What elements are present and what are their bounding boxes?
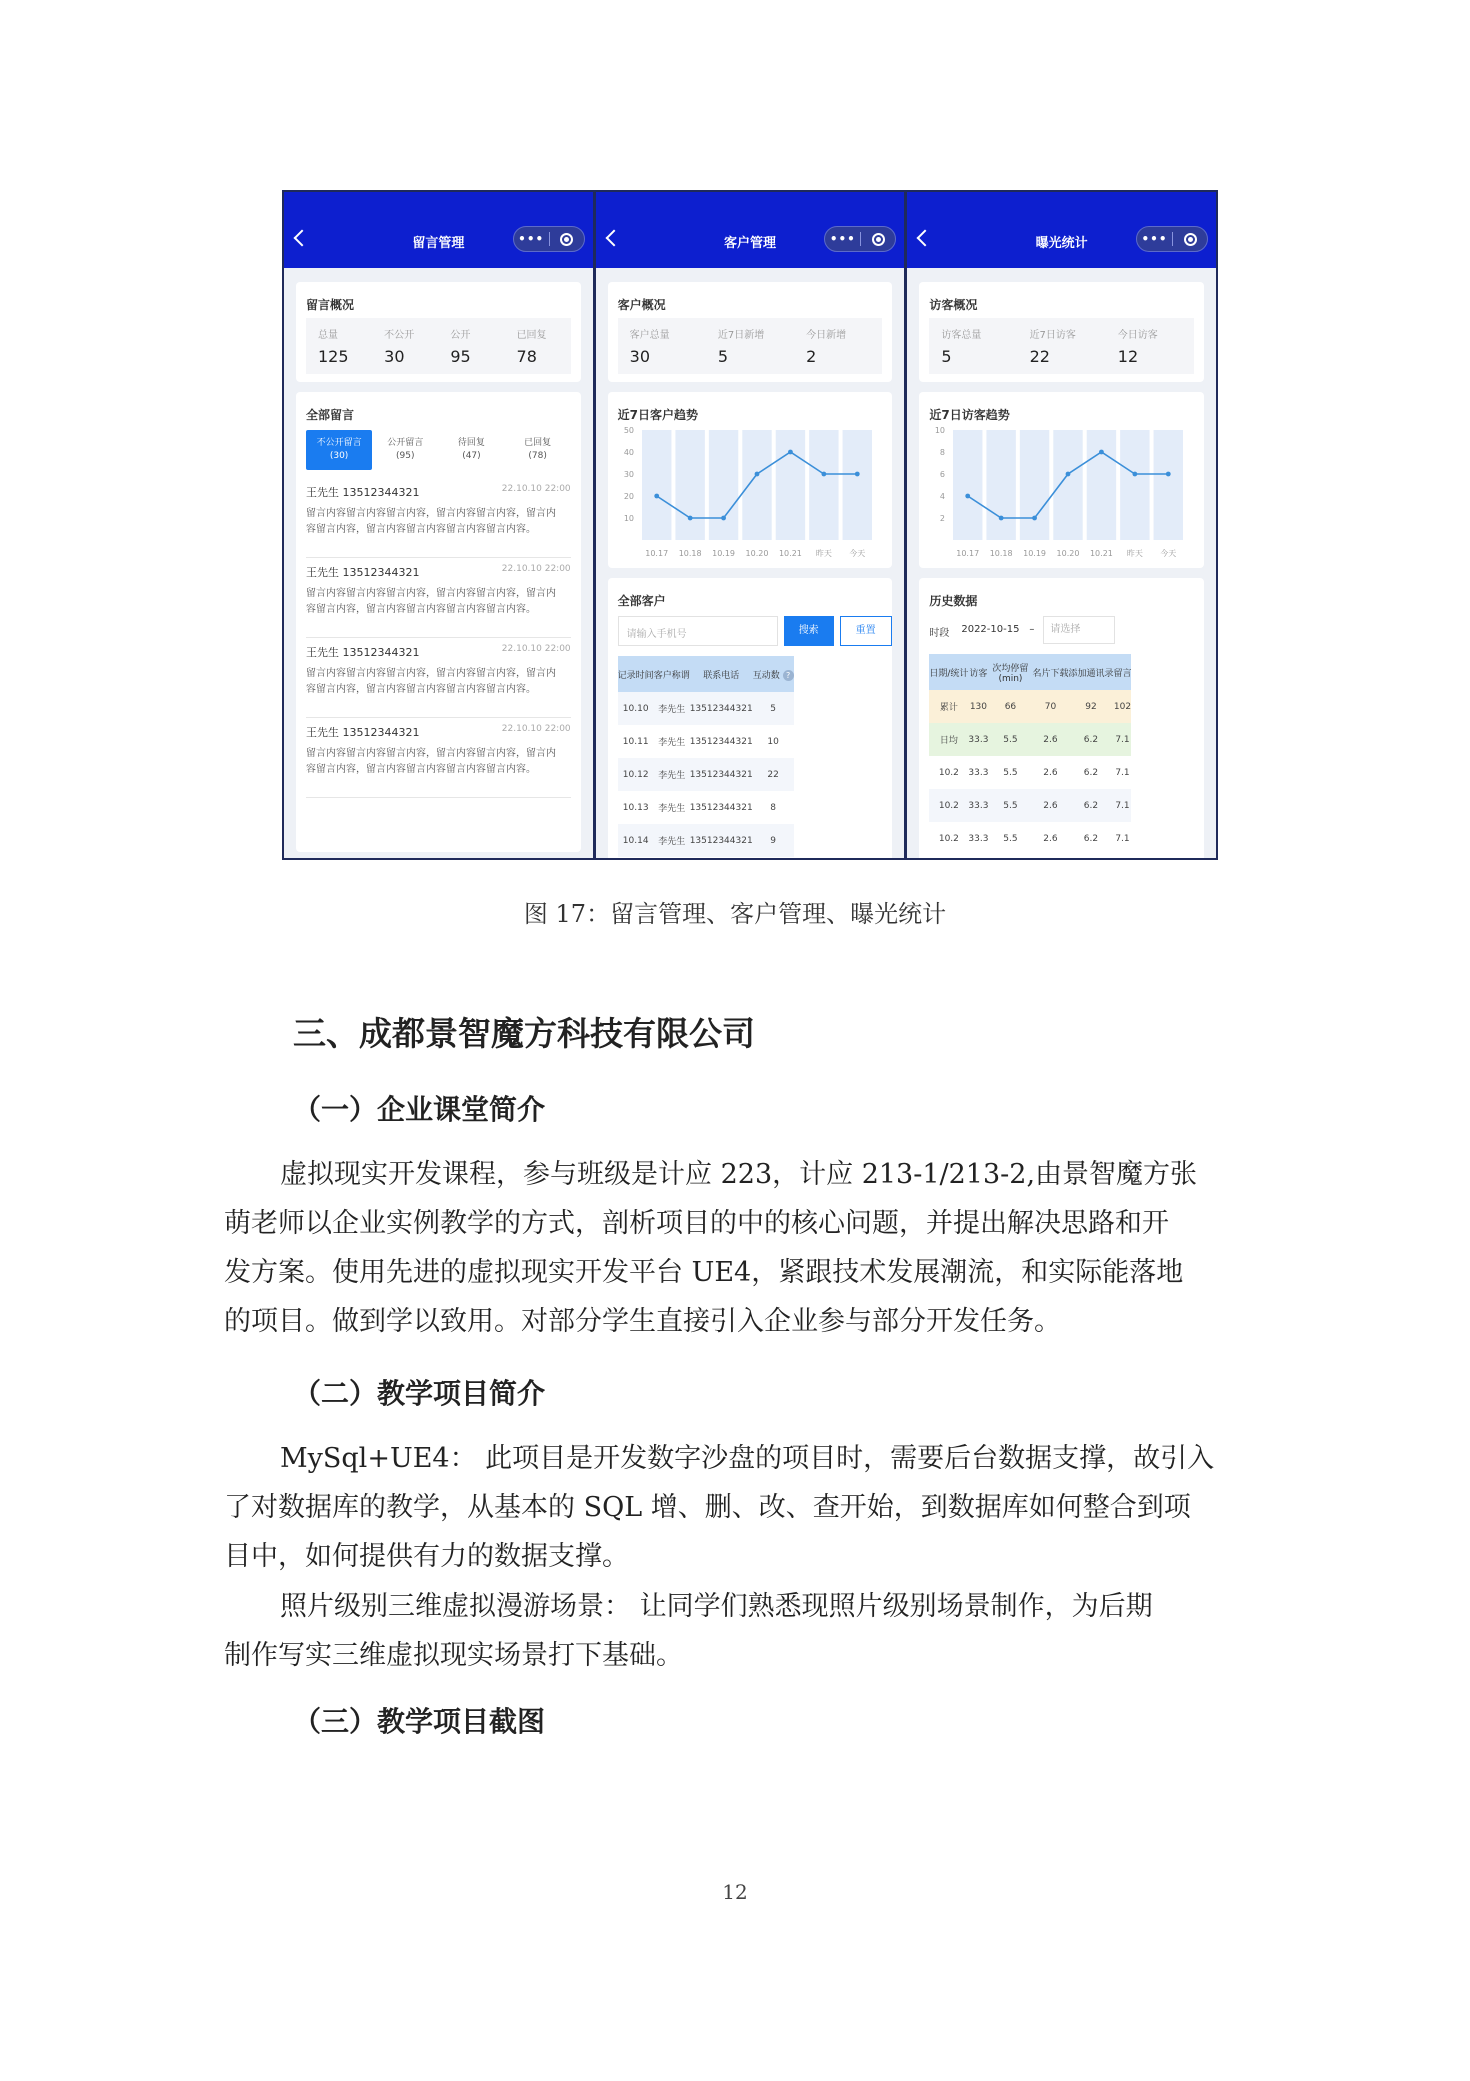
message-sender: 王先生 13512344321 bbox=[306, 726, 420, 739]
paragraph-line: MySql+UE4： 此项目是开发数字沙盘的项目时，需要后台数据支撑，故引入 bbox=[280, 1443, 1215, 1474]
table-cell: 5.5 bbox=[1003, 833, 1018, 844]
x-tick-label: 10.17 bbox=[644, 549, 668, 558]
chart-column-bg bbox=[1054, 430, 1083, 540]
message-line: 容留言内容，留言内容留言内容留言内容留言内容。 bbox=[306, 764, 536, 775]
nav-bar bbox=[284, 192, 593, 268]
message-item[interactable] bbox=[306, 640, 571, 718]
stat-value: 12 bbox=[1117, 347, 1139, 366]
table-header-row bbox=[618, 656, 794, 692]
figure-caption: 图 17：留言管理、客户管理、曝光统计 bbox=[523, 900, 947, 928]
table-cell: 10.10 bbox=[618, 692, 654, 725]
data-point bbox=[1166, 472, 1171, 477]
table-cell: 李先生 bbox=[654, 758, 690, 791]
table-cell: 70 bbox=[1032, 690, 1068, 723]
search-row bbox=[618, 616, 883, 646]
stats-row bbox=[618, 318, 883, 374]
figure-screenshots bbox=[282, 190, 1218, 860]
message-sender: 王先生 13512344321 bbox=[306, 566, 420, 579]
history-table bbox=[929, 654, 1131, 855]
table-cell: 5.5 bbox=[1003, 767, 1018, 778]
table-cell: 2.6 bbox=[1032, 789, 1068, 822]
chart-column-bg bbox=[709, 430, 738, 540]
data-point bbox=[821, 472, 826, 477]
table-row[interactable] bbox=[618, 692, 794, 725]
table-row-total bbox=[929, 690, 1131, 723]
tab-pending[interactable] bbox=[438, 430, 504, 470]
page-number: 12 bbox=[722, 1880, 748, 1904]
chart-column-bg bbox=[675, 430, 704, 540]
stat-total bbox=[618, 318, 706, 374]
stat-label: 公开 bbox=[450, 330, 471, 341]
stat-value: 125 bbox=[318, 347, 349, 366]
message-time: 22.10.10 22:00 bbox=[501, 724, 571, 734]
trend-card bbox=[608, 392, 893, 568]
overview-card bbox=[608, 282, 893, 382]
x-tick-label: 10.19 bbox=[711, 549, 735, 558]
x-tick-label: 今天 bbox=[848, 549, 865, 558]
table-cell: 5 bbox=[753, 692, 794, 725]
message-line: 留言内容留言内容留言内容，留言内容留言内容，留言内 bbox=[306, 588, 556, 599]
column-header: 记录时间 bbox=[618, 656, 654, 692]
x-tick-label: 10.19 bbox=[1023, 549, 1047, 558]
date-from-picker[interactable]: 2022-10-15 bbox=[961, 624, 1020, 635]
stat-label: 客户总量 bbox=[629, 330, 670, 341]
table-cell: 6.2 bbox=[1068, 723, 1113, 756]
message-sender: 王先生 13512344321 bbox=[306, 486, 420, 499]
table-cell: 102 bbox=[1113, 690, 1131, 723]
column-header: 留言 bbox=[1113, 654, 1131, 690]
customer-list-card bbox=[608, 578, 893, 858]
tab-label: 待回复 bbox=[457, 438, 485, 448]
reset-button[interactable]: 重置 bbox=[840, 616, 892, 646]
stat-label: 访客总量 bbox=[941, 330, 982, 341]
chart-column-bg bbox=[1020, 430, 1049, 540]
table-cell: 8 bbox=[770, 802, 777, 813]
more-icon[interactable]: ••• bbox=[518, 232, 545, 246]
stat-label: 不公开 bbox=[384, 330, 415, 341]
table-cell: 33.3 bbox=[968, 789, 988, 822]
table-row[interactable] bbox=[618, 725, 794, 758]
data-point bbox=[1066, 472, 1071, 477]
chart-column-bg bbox=[953, 430, 982, 540]
message-item[interactable] bbox=[306, 480, 571, 558]
paragraph-line: 照片级别三维虚拟漫游场景： 让同学们熟悉现照片级别场景制作，为后期 bbox=[280, 1591, 1153, 1622]
stat-label: 今日访客 bbox=[1117, 330, 1158, 341]
chart-column-bg bbox=[842, 430, 871, 540]
x-tick-label: 10.21 bbox=[1090, 549, 1114, 558]
paragraph bbox=[224, 1582, 1252, 1680]
message-line: 容留言内容，留言内容留言内容留言内容留言内容。 bbox=[306, 684, 536, 695]
tab-replied[interactable] bbox=[505, 430, 571, 470]
message-body bbox=[306, 746, 556, 778]
chart-column-bg bbox=[809, 430, 838, 540]
overview-card bbox=[296, 282, 581, 382]
stat-total bbox=[306, 318, 372, 374]
phone-exposure bbox=[907, 192, 1216, 858]
table-cell: 13512344321 bbox=[689, 802, 753, 813]
tab-label: 不公开留言 bbox=[316, 438, 362, 448]
table-cell: 10.2 bbox=[938, 767, 959, 778]
paragraph-line: 发方案。使用先进的虚拟现实开发平台 UE4，紧跟技术发展潮流，和实际能落地 bbox=[224, 1257, 1184, 1288]
table-cell: 6.2 bbox=[1083, 833, 1099, 844]
tab-public[interactable] bbox=[372, 430, 438, 470]
table-cell: 33.3 bbox=[968, 833, 989, 844]
more-icon[interactable]: ••• bbox=[1141, 232, 1168, 246]
chart-column-bg bbox=[642, 430, 671, 540]
x-tick-label: 10.18 bbox=[678, 549, 702, 558]
phone-messages bbox=[284, 192, 593, 858]
card-title: 全部客户 bbox=[617, 594, 666, 608]
chart-column-bg bbox=[742, 430, 771, 540]
more-icon[interactable]: ••• bbox=[829, 232, 856, 246]
y-tick-label: 4 bbox=[940, 492, 946, 501]
column-header: 次均停留(min) bbox=[988, 654, 1032, 690]
message-time: 22.10.10 22:00 bbox=[501, 484, 571, 494]
message-tabs bbox=[306, 430, 571, 470]
table-cell: 累计 bbox=[929, 690, 968, 723]
table-cell: 13512344321 bbox=[690, 758, 753, 791]
table-cell: 10.14 bbox=[618, 824, 654, 857]
y-tick-label: 8 bbox=[940, 448, 946, 457]
x-tick-label: 10.20 bbox=[745, 549, 769, 558]
message-body bbox=[306, 586, 556, 618]
paragraph-line: 目中，如何提供有力的数据支撑。 bbox=[224, 1541, 629, 1572]
date-separator: – bbox=[1029, 624, 1035, 635]
stat-week-visitors bbox=[1018, 318, 1106, 374]
message-item[interactable] bbox=[306, 560, 571, 638]
stat-value: 95 bbox=[450, 347, 471, 366]
mini-program-capsule bbox=[1136, 226, 1208, 252]
x-tick-label: 昨天 bbox=[1127, 549, 1144, 558]
table-cell: 22 bbox=[753, 758, 794, 791]
data-point bbox=[966, 494, 971, 499]
stat-value: 30 bbox=[629, 347, 651, 366]
table-cell: 10.2 bbox=[929, 789, 968, 822]
card-title: 客户概况 bbox=[617, 298, 666, 312]
table-row-average bbox=[929, 723, 1131, 756]
chart-column-bg bbox=[1087, 430, 1116, 540]
table-cell: 6.2 bbox=[1083, 767, 1099, 778]
table-cell: 李先生 bbox=[654, 824, 690, 857]
table-cell: 10.12 bbox=[618, 758, 654, 791]
tab-label: 公开留言 bbox=[387, 438, 424, 448]
stats-row bbox=[929, 318, 1194, 374]
data-point bbox=[687, 516, 692, 521]
table-cell: 10.2 bbox=[938, 833, 959, 844]
stat-today-visitors bbox=[1106, 318, 1194, 374]
chart-column-bg bbox=[775, 430, 804, 540]
paragraph-line: 萌老师以企业实例教学的方式，剖析项目的中的核心问题，并提出解决思路和开 bbox=[224, 1208, 1169, 1239]
y-tick-label: 6 bbox=[940, 470, 946, 479]
table-cell: 13512344321 bbox=[690, 824, 753, 857]
message-time: 22.10.10 22:00 bbox=[501, 644, 571, 654]
phone-customers bbox=[596, 192, 905, 858]
data-point bbox=[654, 494, 659, 499]
table-cell: 7.1 bbox=[1115, 833, 1130, 844]
message-item[interactable] bbox=[306, 720, 571, 798]
stat-value: 78 bbox=[516, 347, 537, 366]
stat-week-new bbox=[706, 318, 794, 374]
x-tick-label: 10.18 bbox=[990, 549, 1013, 558]
tab-label: 已回复 bbox=[524, 438, 552, 448]
stat-label: 今日新增 bbox=[806, 330, 847, 341]
table-cell: 33.3 bbox=[968, 723, 988, 756]
table-cell: 130 bbox=[968, 690, 988, 723]
table-cell: 33.3 bbox=[968, 767, 989, 778]
message-line: 留言内容留言内容留言内容，留言内容留言内容，留言内 bbox=[306, 668, 556, 679]
table-cell: 2.6 bbox=[1032, 723, 1068, 756]
all-messages-card bbox=[296, 392, 581, 852]
nav-bar bbox=[596, 192, 905, 268]
section-title: 三、成都景智魔方科技有限公司 bbox=[293, 1014, 755, 1053]
stat-value: 5 bbox=[941, 347, 952, 366]
help-icon[interactable]: ? bbox=[783, 670, 794, 681]
customer-table bbox=[618, 656, 794, 857]
message-body bbox=[306, 666, 556, 698]
column-header: 客户称谓 bbox=[654, 656, 690, 692]
y-tick-label: 30 bbox=[623, 470, 634, 479]
tab-count: (30) bbox=[329, 451, 349, 461]
tab-count: (95) bbox=[396, 451, 415, 461]
data-point bbox=[1133, 472, 1138, 477]
table-cell: 2.6 bbox=[1043, 833, 1058, 844]
column-header bbox=[753, 656, 794, 692]
subsection-title: （三）教学项目截图 bbox=[293, 1705, 546, 1738]
table-cell: 13512344321 bbox=[689, 736, 753, 747]
close-target-icon[interactable] bbox=[1173, 233, 1207, 246]
column-header: 日期/统计 bbox=[929, 654, 968, 690]
table-row[interactable] bbox=[618, 824, 794, 857]
table-cell: 10 bbox=[767, 736, 779, 747]
paragraph-line: 的项目。做到学以致用。对部分学生直接引入企业参与部分开发任务。 bbox=[224, 1306, 1061, 1337]
data-point bbox=[754, 472, 759, 477]
stat-value: 2 bbox=[806, 347, 817, 366]
paragraph-line: 虚拟现实开发课程，参与班级是计应 223，计应 213-1/213-2,由景智魔方张 bbox=[280, 1159, 1198, 1190]
table-row bbox=[929, 822, 1131, 855]
stat-label: 近7日新增 bbox=[717, 330, 765, 341]
stat-label: 总量 bbox=[318, 330, 338, 341]
data-point bbox=[788, 450, 793, 455]
chart-column-bg bbox=[1120, 430, 1149, 540]
stat-label: 已回复 bbox=[516, 330, 547, 341]
screen-title: 客户管理 bbox=[724, 236, 777, 251]
table-row[interactable] bbox=[618, 758, 794, 791]
mini-program-capsule bbox=[513, 226, 585, 252]
overview-card bbox=[919, 282, 1204, 382]
mini-program-capsule bbox=[824, 226, 896, 252]
x-tick-label: 10.21 bbox=[778, 549, 802, 558]
x-tick-label: 10.17 bbox=[956, 549, 980, 558]
card-title: 历史数据 bbox=[929, 594, 978, 608]
paragraph bbox=[224, 1434, 1252, 1581]
card-title: 留言概况 bbox=[306, 298, 355, 312]
history-card bbox=[919, 578, 1204, 858]
data-point bbox=[855, 472, 860, 477]
stats-row bbox=[306, 318, 571, 374]
message-line: 容留言内容，留言内容留言内容留言内容留言内容。 bbox=[306, 604, 536, 615]
message-line: 留言内容留言内容留言内容，留言内容留言内容，留言内 bbox=[306, 748, 556, 759]
column-header: 添加通讯录 bbox=[1068, 654, 1113, 690]
column-header-label: 互动数 bbox=[752, 670, 780, 681]
table-cell: 李先生 bbox=[658, 738, 686, 748]
stat-today-new bbox=[794, 318, 882, 374]
data-point bbox=[721, 516, 726, 521]
data-point bbox=[1033, 516, 1038, 521]
table-cell: 2.6 bbox=[1043, 767, 1058, 778]
paragraph-line: 了对数据库的教学，从基本的 SQL 增、删、改、查开始，到数据库如何整合到项 bbox=[224, 1492, 1191, 1523]
tab-private[interactable] bbox=[306, 430, 372, 470]
stat-private bbox=[372, 318, 438, 374]
table-cell: 5.5 bbox=[988, 789, 1032, 822]
column-header: 名片下载 bbox=[1032, 654, 1068, 690]
table-cell: 9 bbox=[753, 824, 794, 857]
card-title: 访客概况 bbox=[929, 298, 978, 312]
tab-count: (47) bbox=[462, 451, 481, 461]
close-target-icon[interactable] bbox=[861, 233, 895, 246]
table-cell: 日均 bbox=[929, 723, 968, 756]
chart-column-bg bbox=[987, 430, 1016, 540]
period-filter bbox=[929, 616, 1194, 644]
trend-card bbox=[919, 392, 1204, 568]
table-cell: 92 bbox=[1068, 690, 1113, 723]
table-cell: 李先生 bbox=[658, 804, 686, 814]
table-cell: 7.1 bbox=[1113, 789, 1131, 822]
table-cell: 13512344321 bbox=[690, 692, 753, 725]
message-line: 容留言内容，留言内容留言内容留言内容留言内容。 bbox=[306, 524, 536, 535]
table-row bbox=[929, 756, 1131, 789]
paragraph bbox=[224, 1150, 1252, 1346]
message-sender: 王先生 13512344321 bbox=[306, 646, 420, 659]
data-point bbox=[999, 516, 1004, 521]
x-tick-label: 10.20 bbox=[1056, 549, 1080, 558]
x-tick-label: 昨天 bbox=[815, 549, 832, 558]
message-line: 留言内容留言内容留言内容，留言内容留言内容，留言内 bbox=[306, 508, 556, 519]
table-row[interactable] bbox=[618, 791, 794, 824]
table-header-row bbox=[929, 654, 1131, 690]
table-cell: 7.1 bbox=[1115, 767, 1130, 778]
table-cell: 10.11 bbox=[622, 736, 649, 747]
visitor-trend-chart bbox=[929, 422, 1191, 562]
y-tick-label: 10 bbox=[935, 426, 946, 435]
y-tick-label: 10 bbox=[623, 514, 634, 523]
table-cell: 10.13 bbox=[622, 802, 649, 813]
tab-count: (78) bbox=[528, 451, 547, 461]
column-header: 访客 bbox=[968, 654, 988, 690]
table-cell: 7.1 bbox=[1113, 723, 1131, 756]
screen-title: 曝光统计 bbox=[1035, 236, 1088, 251]
paragraph-line: 制作写实三维虚拟现实场景打下基础。 bbox=[224, 1640, 683, 1671]
y-tick-label: 20 bbox=[623, 492, 634, 501]
screen-title: 留言管理 bbox=[412, 236, 465, 251]
message-time: 22.10.10 22:00 bbox=[501, 564, 571, 574]
y-tick-label: 2 bbox=[940, 514, 946, 523]
message-body bbox=[306, 506, 556, 538]
y-tick-label: 40 bbox=[623, 448, 634, 457]
stat-replied bbox=[505, 318, 571, 374]
table-cell: 5.5 bbox=[988, 723, 1032, 756]
y-tick-label: 50 bbox=[623, 426, 634, 435]
data-point bbox=[1099, 450, 1104, 455]
card-title: 近7日客户趋势 bbox=[617, 408, 699, 422]
phone-search-input[interactable]: 请输入手机号 bbox=[618, 616, 778, 646]
stat-total bbox=[929, 318, 1017, 374]
stat-value: 30 bbox=[384, 347, 405, 366]
nav-bar bbox=[907, 192, 1216, 268]
column-header: 联系电话 bbox=[690, 656, 753, 692]
table-cell: 6.2 bbox=[1068, 789, 1113, 822]
date-to-picker[interactable]: 请选择 bbox=[1043, 616, 1115, 644]
search-button[interactable]: 搜索 bbox=[784, 616, 834, 646]
stat-value: 22 bbox=[1029, 347, 1050, 366]
subsection-title: （二）教学项目简介 bbox=[293, 1377, 546, 1410]
table-row bbox=[929, 789, 1131, 822]
customer-trend-chart bbox=[618, 422, 880, 562]
close-target-icon[interactable] bbox=[550, 233, 584, 246]
table-cell: 李先生 bbox=[654, 692, 690, 725]
stat-label: 近7日访客 bbox=[1029, 330, 1076, 341]
period-label: 时段 bbox=[929, 628, 950, 639]
x-tick-label: 今天 bbox=[1160, 549, 1177, 558]
subsection-title: （一）企业课堂简介 bbox=[293, 1093, 546, 1126]
table-cell: 66 bbox=[988, 690, 1032, 723]
stat-public bbox=[438, 318, 504, 374]
stat-value: 5 bbox=[717, 347, 729, 366]
card-title: 近7日访客趋势 bbox=[929, 408, 1010, 422]
card-title: 全部留言 bbox=[306, 408, 355, 422]
chart-column-bg bbox=[1154, 430, 1183, 540]
